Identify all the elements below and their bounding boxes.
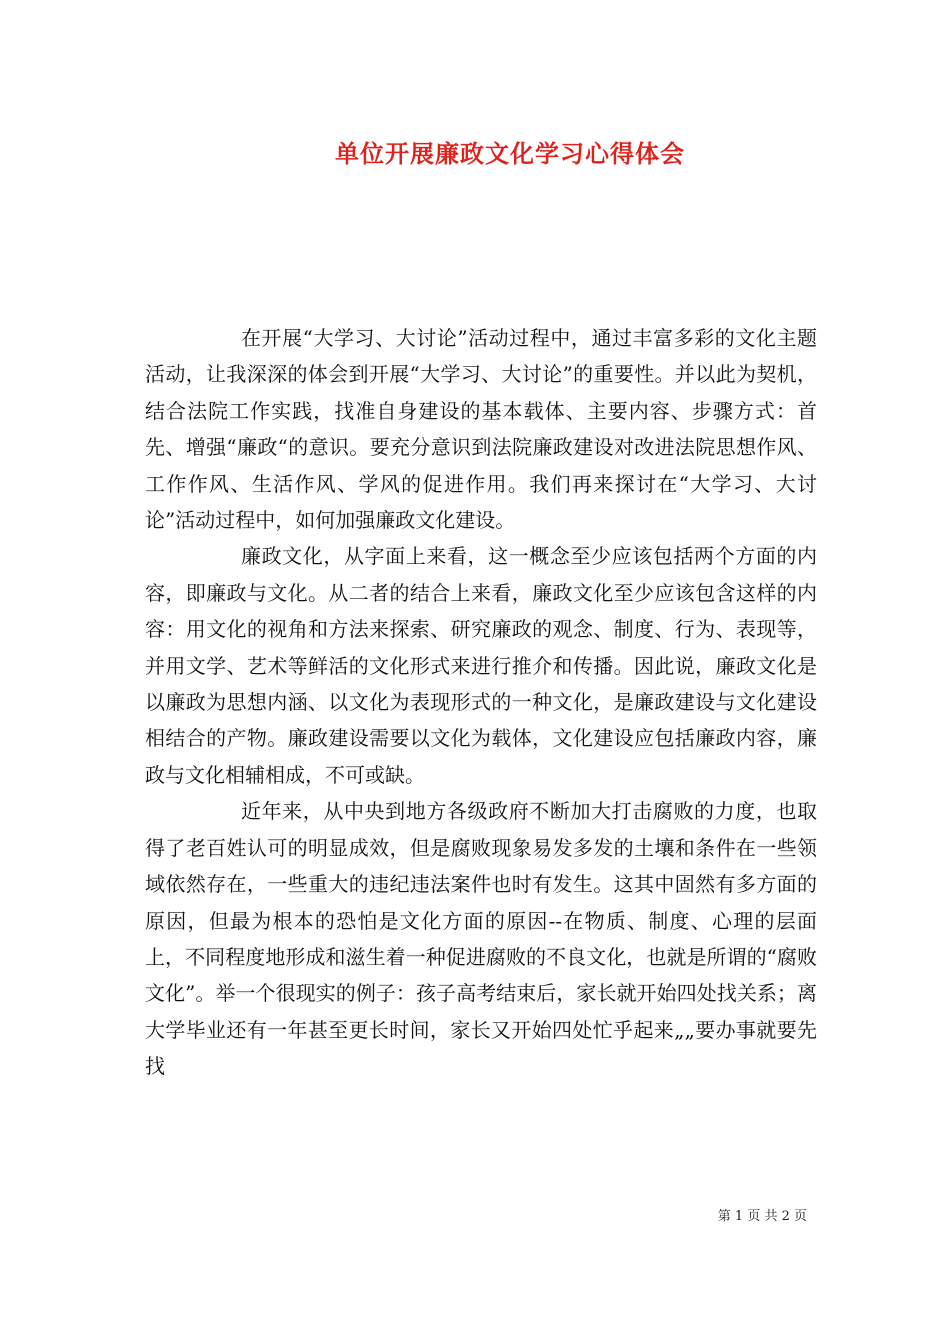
paragraph-2: 廉政文化，从字面上来看，这一概念至少应该包括两个方面的内容，即廉政与文化。从二者的结合上来看，廉政文化至少应该包含这样的内容：用文化的视角和方法来探索、研究廉政的观念、制度、行为、表现等，并用文学、艺术等鲜活的文化形式来进行推介和传播。因此说，廉政文化是以廉政为思想内涵、以文化为表现形式的一种文化，是廉政建设与文化建设相结合的产物。廉政建设需要以文化为载体，文化建设应包括廉政内容，廉政与文化相辅相成，不可或缺。: [145, 544, 817, 787]
document-body: [145, 320, 817, 1085]
paragraph-1: 在开展“大学习、大讨论”活动过程中，通过丰富多彩的文化主题活动，让我深深的体会到开展“大学习、大讨论”的重要性。并以此为契机，结合法院工作实践，找准自身建设的基本载体、主要内容、步骤方式：首先、增强“廉政“的意识。要充分意识到法院廉政建设对改进法院思想作风、工作作风、生活作风、学风的促进作用。我们再来探讨在“大学习、大讨论”活动过程中，如何加强廉政文化建设。: [145, 326, 817, 533]
page-number-footer: 第 1 页 共 2 页: [717, 1209, 807, 1224]
document-title: 单位开展廉政文化学习心得体会: [335, 139, 685, 168]
paragraph-3: 近年来，从中央到地方各级政府不断加大打击腐败的力度，也取得了老百姓认可的明显成效，但是腐败现象易发多发的土壤和条件在一些领域依然存在，一些重大的违纪违法案件也时有发生。这其中固然有多方面的原因，但最为根本的恐怕是文化方面的原因--在物质、制度、心理的层面上，不同程度地形成和滋生着一种促进腐败的不良文化，也就是所谓的“腐败文化”。举一个很现实的例子：孩子高考结束后，家长就开始四处找关系；离大学毕业还有一年甚至更长时间，家长又开始四处忙乎起来„„要办事就要先找: [145, 799, 817, 1079]
